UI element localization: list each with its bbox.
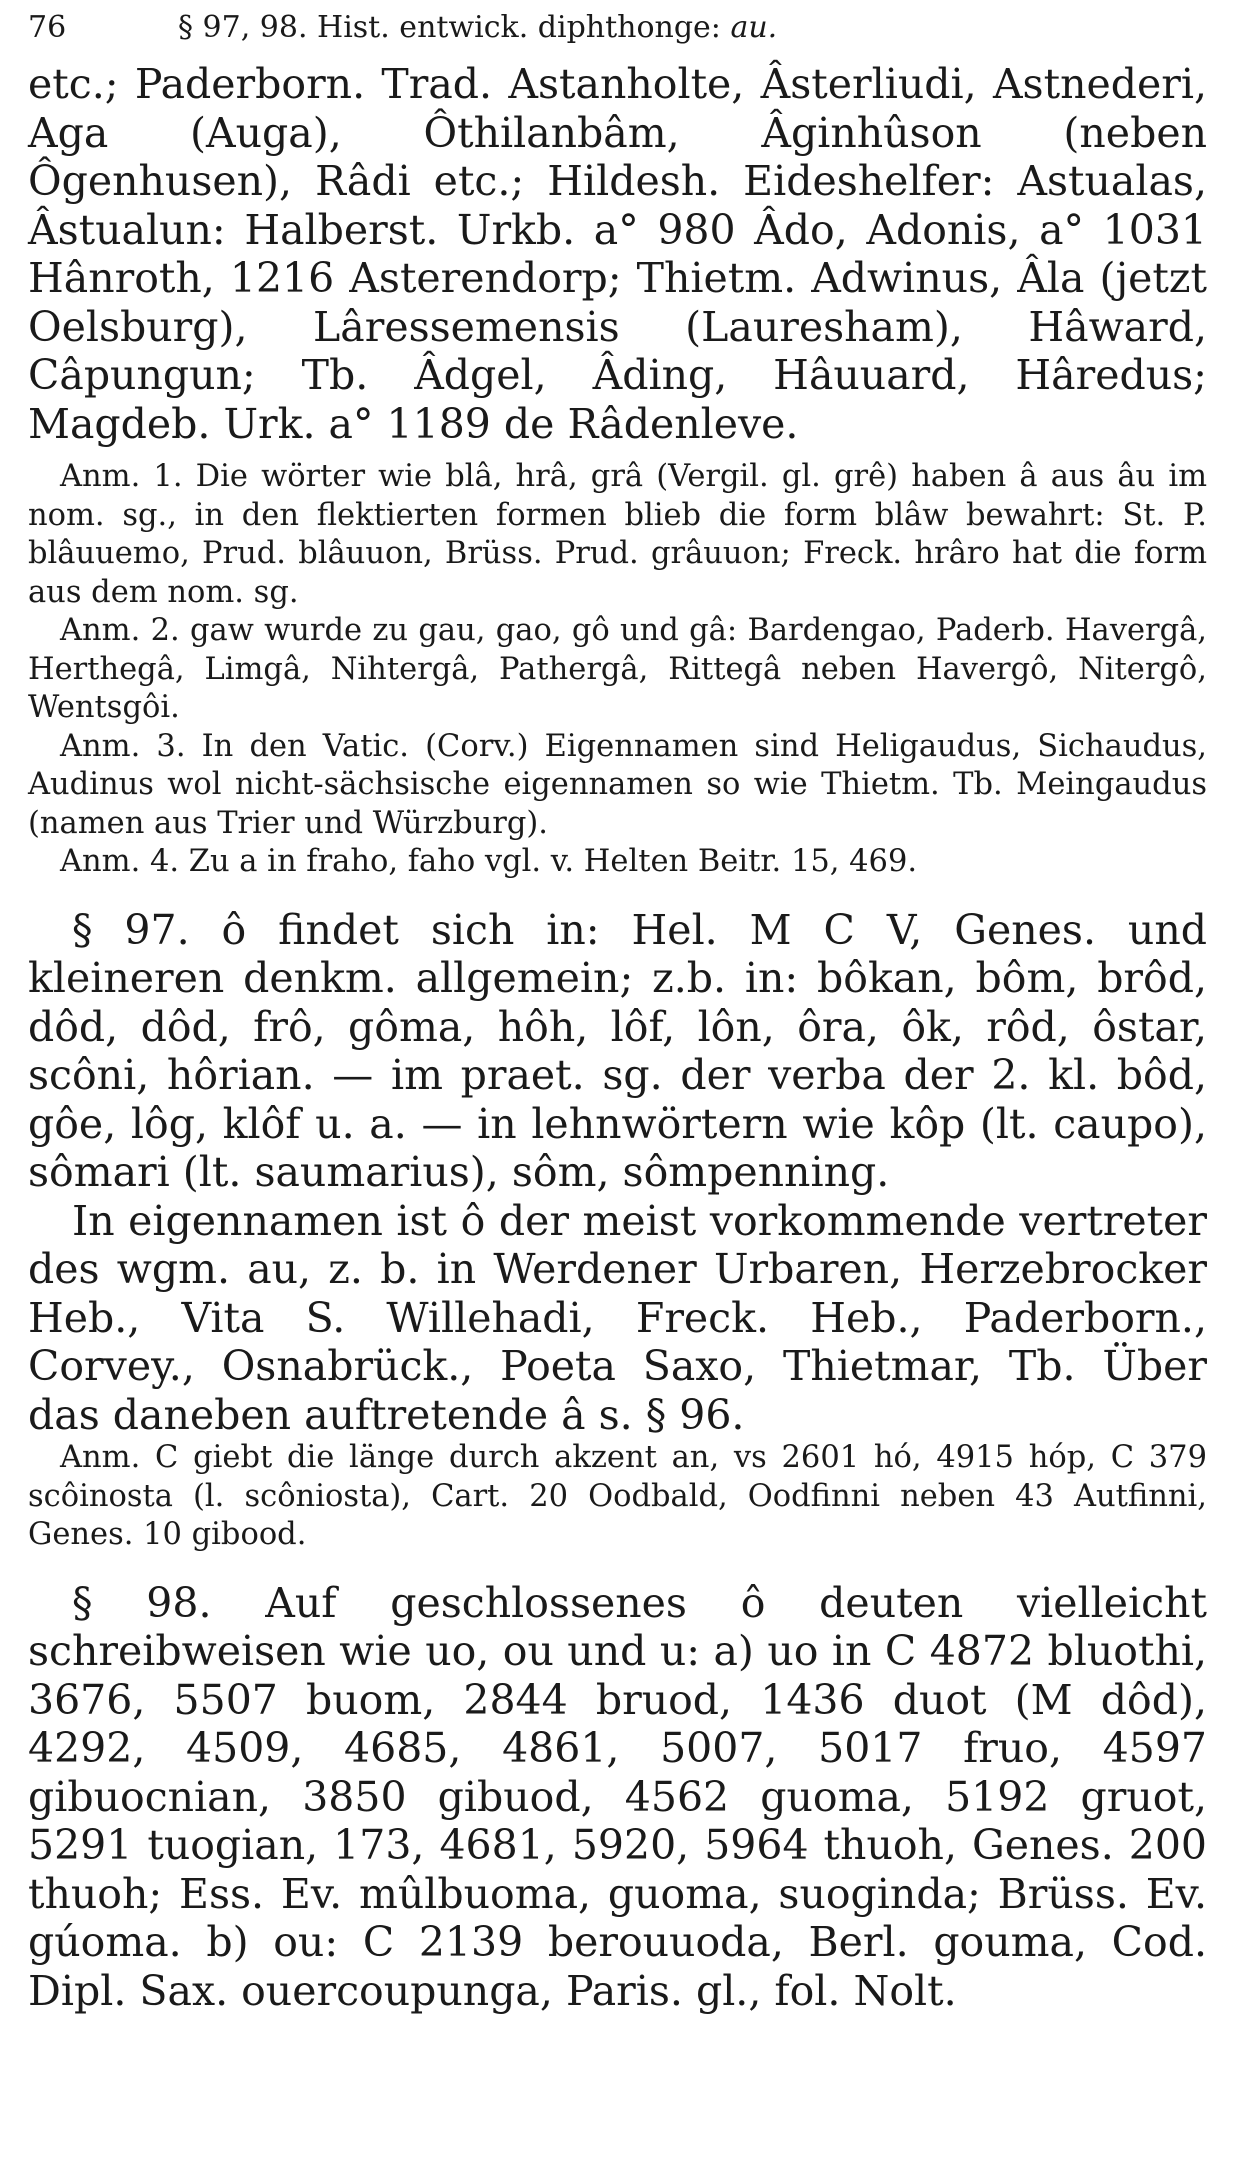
page-number: 76 (28, 10, 67, 45)
note-3: Anm. 3. In den Vatic. (Corv.) Eigennamen sind Heligaudus, Sichaudus, Audinus wol nicht-sächsische eigennamen so wie Thietm. Tb. Meingaudus (namen aus Trier und Würzburg). (28, 728, 1207, 841)
section-98-paragraph-1: § 98. Auf geschlossenes ô deuten vielleicht schreibweisen wie uo, ou und u: a) uo in C 4872 bluothi, 3676, 5507 buom, 2844 bruod, 1436 duot (M dôd), 4292, 4509, 4685, 4861, 5007, 5017 fruo, 4597 gibuocnian, 3850 gibuod, 4562 guoma, 5192 gruot, 5291 tuogian, 173, 4681, 5920, 5964 thuoh, Genes. 200 thuoh; Ess. Ev. mûlbuoma, guoma, suoginda; Brüss. Ev. gúoma. b) ou: C 2139 berouuoda, Berl. gouma, Cod. Dipl. Sax. ouercoupunga, Paris. gl., fol. Nolt. (28, 1578, 1207, 2015)
running-title-prefix: § 97, 98. Hist. entwick. diphthonge: (178, 10, 731, 45)
section-97-paragraph-2: In eigennamen ist ô der meist vorkommende vertreter des wgm. au, z. b. in Werdener Urbaren, Herzebrocker Heb., Vita S. Willehadi, Freck. Heb., Paderborn., Corvey., Osnabrück., Poeta Saxo, Thietmar, Tb. Über das daneben auftretende â s. § 96. (28, 1196, 1207, 1439)
note-2: Anm. 2. gaw wurde zu gau, gao, gô und gâ: Bardengao, Paderb. Havergâ, Herthegâ, Limgâ, Nihtergâ, Pathergâ, Rittegâ neben Havergô, Nitergô, Wentsgôi. (28, 613, 1207, 725)
section-97-note: Anm. C giebt die länge durch akzent an, vs 2601 hó, 4915 hóp, C 379 scôinosta (l. scôniosta), Cart. 20 Oodbald, Oodfinni neben 43 Autfinni, Genes. 10 gibood. (28, 1440, 1207, 1552)
note-1: Anm. 1. Die wörter wie blâ, hrâ, grâ (Vergil. gl. grê) haben â aus âu im nom. sg., in den flektierten formen blieb die form blâw bewahrt: St. P. blâuuemo, Prud. blâuuon, Brüss. Prud. grâuuon; Freck. hrâro hat die form aus dem nom. sg. (28, 459, 1207, 610)
running-title (178, 10, 777, 45)
section-97-paragraph-1: § 97. ô findet sich in: Hel. M C V, Genes. und kleineren denkm. allgemein; z.b. in: bôkan, bôm, brôd, dôd, dôd, frô, gôma, hôh, lôf, lôn, ôra, ôk, rôd, ôstar, scôni, hôrian. — im praet. sg. der verba der 2. kl. bôd, gôe, lôg, klôf u. a. — in lehnwörtern wie kôp (lt. caupo), sômari (lt. saumarius), sôm, sômpenning. (28, 905, 1207, 1196)
running-header (28, 0, 1207, 60)
note-4: Anm. 4. Zu a in fraho, faho vgl. v. Helten Beitr. 15, 469. (60, 844, 918, 879)
running-title-italic: au. (730, 10, 778, 45)
intro-paragraph: etc.; Paderborn. Trad. Astanholte, Âsterliudi, Astnederi, Aga (Auga), Ôthilanbâm, Âginhûson (neben Ôgenhusen), Râdi etc.; Hildesh. Eideshelfer: Astualas, Âstualun: Halberst. Urkb. a° 980 Âdo, Adonis, a° 1031 Hânroth, 1216 Asterendorp; Thietm. Adwinus, Âla (jetzt Oelsburg), Lâressemensis (Lauresham), Hâward, Câpungun; Tb. Âdgel, Âding, Hâuuard, Hâredus; Magdeb. Urk. a° 1189 de Râdenleve. (28, 60, 1207, 448)
